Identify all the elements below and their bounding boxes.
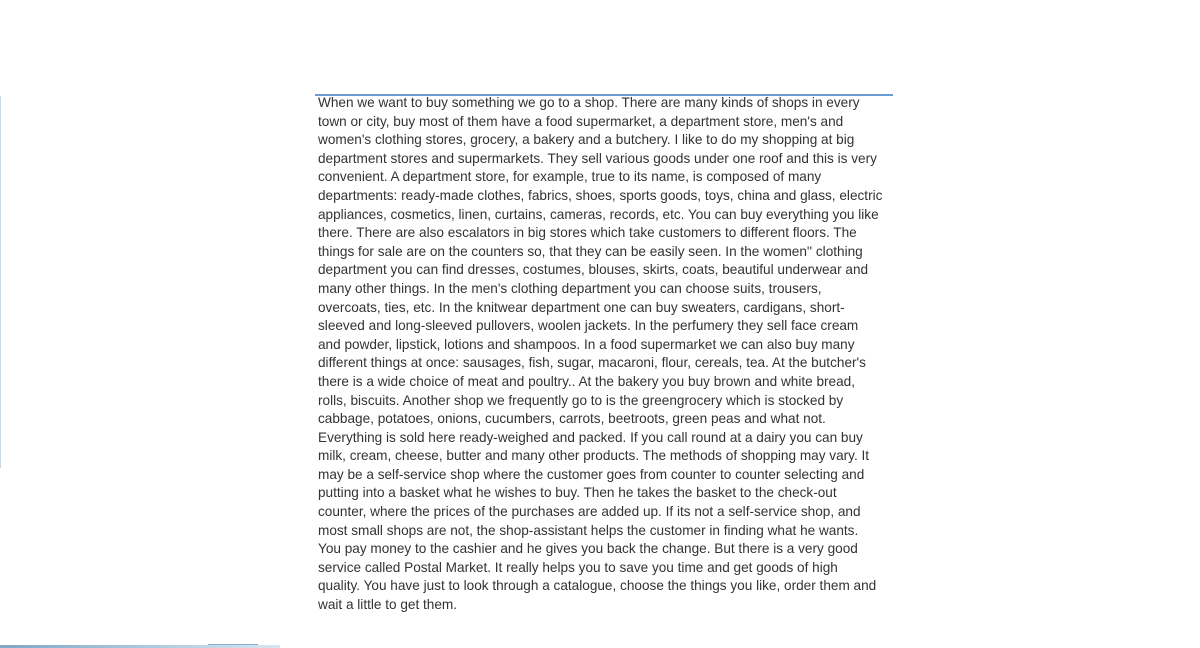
document-text-area[interactable]: When we want to buy something we go to a shop. There are many kinds of shops in every town or city, buy most of them have a food supermarket, a department store, men's and women's clothing stores, grocery, a bakery and a butchery. I like to do my shopping at big department stores and supermarkets. They sell various goods under one roof and this is very convenient. A department store, for example, true to its name, is composed of many departments: ready-made clothes, fabrics, shoes, sports goods, toys, china and glass, electric appliances, cosmetics, linen, curtains, cameras, records, etc. You can buy everything you like there. There are also escalators in big stores which take customers to different floors. The things for sale are on the counters so, that they can be easily seen. In the women'' clothing department you can find dresses, costumes, blouses, skirts, coats, beautiful underwear and many other things. In the men's clothing department you can choose suits, trousers, overcoats, ties, etc. In the knitwear department one can buy sweaters, cardigans, short- sleeved and long-sleeved pullovers, woolen jackets. In the perfumery they sell face cream and powder, lipstick, lotions and shampoos. In a food supermarket we can also buy many different things at once: sausages, fish, sugar, macaroni, flour, cereals, tea. At the butcher's there is a wide choice of meat and poultry.. At the bakery you buy brown and white bread, rolls, biscuits. Another shop we frequently go to is the greengrocery which is stocked by cabbage, potatoes, onions, cucumbers, carrots, beetroots, green peas and what not. Everything is sold here ready-weighed and packed. If you call round at a dairy you can buy milk, cream, cheese, butter and many other products. The methods of shopping may vary. It may be a self-service shop where the customer goes from counter to counter selecting and putting into a basket what he wishes to buy. Then he takes the basket to the check-out counter, where the prices of the purchases are added up. If its not a self-service shop, and most small shops are not, the shop-assistant helps the customer in finding what he wants. You pay money to the cashier and he gives you back the change. But there is a very good service called Postal Market. It really helps you to save you time and get goods of high quality. You have just to look through a catalogue, choose the things you like, order them and wait a little to get them. [318,95,883,613]
left-panel-border [0,96,1,468]
scrollbar-thumb[interactable] [208,644,258,645]
